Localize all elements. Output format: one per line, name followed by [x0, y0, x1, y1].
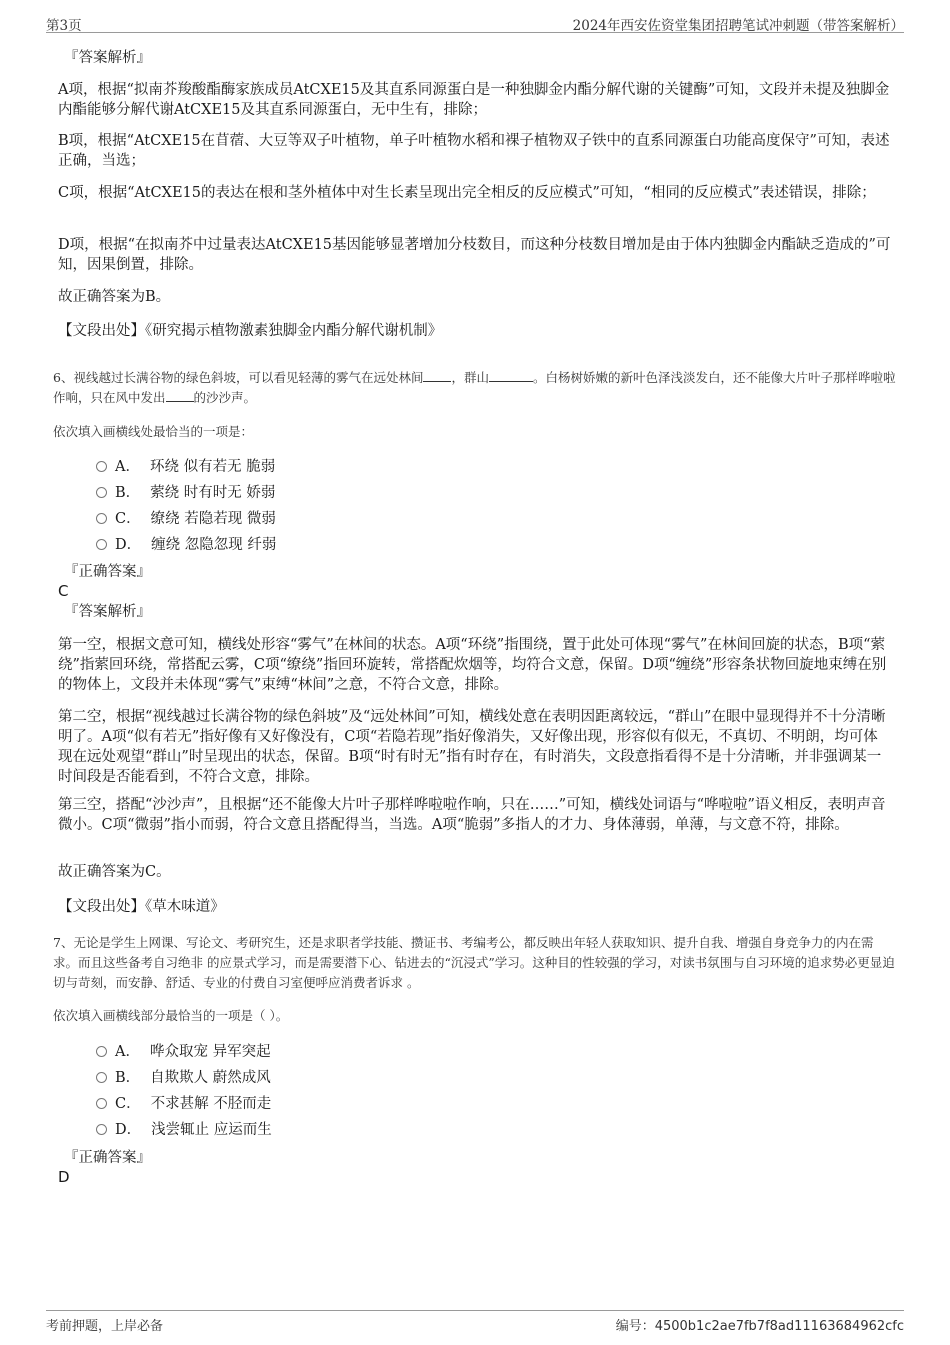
q6-blank-3 [166, 388, 194, 402]
q6-analysis-blank3: 第三空，搭配“沙沙声”，且根据“还不能像大片叶子那样哗啦啦作响，只在……”可知，横线处词语与“哗啦啦”语义相反，表明声音微小。C项“微弱”指小而弱，符合文意且搭配得当，当选。A项“脆弱”多指人的才力、身体薄弱，单薄，与文意不符，排除。 [58, 797, 886, 833]
radio-icon[interactable] [96, 1098, 107, 1109]
q6-blank-1 [423, 368, 451, 382]
q6-answer-label: 『正确答案』 [64, 564, 151, 580]
q5-source: 【文段出处】《研究揭示植物激素独脚金内酯分解代谢机制》 [58, 323, 443, 339]
q7-option-b[interactable]: B． 自欺欺人 蔚然成风 [96, 1068, 271, 1088]
q5-analysis-b: B项，根据“AtCXE15在苜蓿、大豆等双子叶植物，单子叶植物水稻和裸子植物双子铁中的直系同源蛋白功能高度保守”可知，表述正确，当选； [58, 133, 890, 169]
q7-answer: D [58, 1168, 70, 1186]
radio-icon[interactable] [96, 513, 107, 524]
q6-analysis-blank2: 第二空，根据“视线越过长满谷物的绿色斜坡”及“远处林间”可知，横线处意在表明因距离较远，“群山”在眼中显现得并不十分清晰明了。A项“似有若无”指好像有又好像没有，C项“若隐若现”指好像消失，又好像出现，形容似有似无，不真切、不明朗，均可体现在远处观望“群山”时呈现出的状态，保留。B项“时有时无”指有时存在，有时消失，文段意指看得不是十分清晰，并非强调某一时间段是否能看到，不符合文意，排除。 [58, 709, 886, 785]
q6-stem: 6、视线越过长满谷物的绿色斜坡，可以看见轻薄的雾气在远处林间 ，群山 。白杨树娇嫩的新叶色泽浅淡发白，还不能像大片叶子那样哗啦啦作响，只在风中发出 的沙沙声。 [53, 370, 896, 405]
radio-icon[interactable] [96, 1072, 107, 1083]
q6-option-d[interactable]: D． 缠绕 忽隐忽现 纤弱 [96, 535, 276, 555]
q5-analysis-c: C项，根据“AtCXE15的表达在根和茎外植体中对生长素呈现出完全相反的反应模式”可知，“相同的反应模式”表述错误，排除； [58, 185, 876, 201]
q6-option-a[interactable]: A． 环绕 似有若无 脆弱 [96, 457, 275, 477]
q5-analysis-label: 『答案解析』 [64, 50, 151, 66]
radio-icon[interactable] [96, 539, 107, 550]
q7-answer-label: 『正确答案』 [64, 1150, 151, 1166]
q6-analysis-blank1: 第一空，根据文意可知，横线处形容“雾气”在林间的状态。A项“环绕”指围绕，置于此处可体现“雾气”在林间回旋的状态，B项“萦绕”指萦回环绕，常搭配云雾，C项“缭绕”指回环旋转，常搭配炊烟等，均符合文意，保留。D项“缠绕”形容条状物回旋地束缚在别的物体上，文段并未体现“雾气”束缚“林间”之意，不符合文意，排除。 [58, 637, 887, 693]
radio-icon[interactable] [96, 487, 107, 498]
q7-option-d[interactable]: D． 浅尝辄止 应运而生 [96, 1120, 272, 1140]
q6-blank-2 [489, 368, 533, 382]
footer-slogan: 考前押题，上岸必备 [46, 1319, 164, 1334]
q7-option-c[interactable]: C． 不求甚解 不胫而走 [96, 1094, 271, 1114]
q5-conclusion: 故正确答案为B。 [58, 289, 171, 305]
q7-option-a[interactable]: A． 哗众取宠 异军突起 [96, 1042, 271, 1062]
page-number: 第3页 [46, 18, 82, 34]
q5-analysis-d: D项，根据“在拟南芥中过量表达AtCXE15基因能够显著增加分枝数目，而这种分枝数目增加是由于体内独脚金内酯缺乏造成的”可知，因果倒置，排除。 [58, 237, 891, 273]
q6-instruction: 依次填入画横线处最恰当的一项是： [53, 424, 254, 439]
radio-icon[interactable] [96, 1046, 107, 1057]
document-title: 2024年西安佐资堂集团招聘笔试冲刺题（带答案解析） [572, 18, 904, 34]
q6-option-b[interactable]: B． 萦绕 时有时无 娇弱 [96, 483, 275, 503]
q6-source: 【文段出处】《草木味道》 [58, 899, 225, 915]
radio-icon[interactable] [96, 1124, 107, 1135]
q6-analysis-label: 『答案解析』 [64, 604, 151, 620]
page-footer [46, 1310, 904, 1337]
q7-instruction: 依次填入画横线部分最恰当的一项是（ ）。 [53, 1008, 289, 1023]
q5-analysis-a: A项，根据“拟南芥羧酸酯酶家族成员AtCXE15及其直系同源蛋白是一种独脚金内酯分解代谢的关键酶”可知，文段并未提及独脚金内酯能够分解代谢AtCXE15及其直系同源蛋白，无中生有，排除； [58, 82, 890, 118]
q6-option-c[interactable]: C． 缭绕 若隐若现 微弱 [96, 509, 276, 529]
q6-conclusion: 故正确答案为C。 [58, 864, 171, 880]
q6-answer: C [58, 582, 69, 600]
q7-stem: 7、无论是学生上网课、写论文、考研究生，还是求职者学技能、攒证书、考编考公，都反映出年轻人获取知识、提升自我、增强自身竞争力的内在需求。而且这些备考自习绝非 的应景式学习，而是需要潜下心、钻进去的“沉浸式”学习。这种目的性较强的学习，对读书氛围与自习环境的追求势必更显迫切与苛刻，而安静、舒适、专业的付费自习室便呼应消费者诉求 。 [53, 935, 895, 990]
radio-icon[interactable] [96, 461, 107, 472]
page-header [46, 12, 904, 33]
document-code: 编号：4500b1c2ae7fb7f8ad11163684962cfc [615, 1319, 904, 1334]
